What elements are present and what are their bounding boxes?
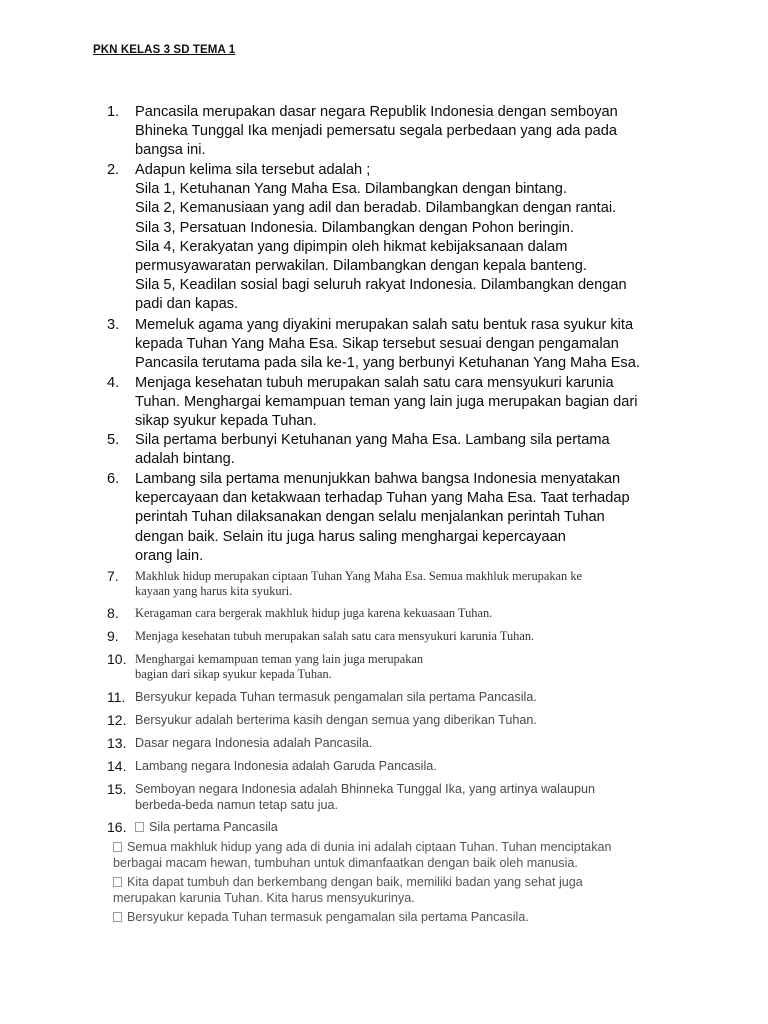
bullet-box-icon [113, 842, 122, 852]
list-item [107, 431, 697, 469]
list-item [107, 103, 697, 161]
item-line: Semboyan negara Indonesia adalah Bhinneka Tunggal Ika, yang artinya walaupun [135, 782, 596, 796]
item-number: 1. [107, 104, 120, 120]
item-line: perintah Tuhan dilaksanakan dengan selalu menjalankan perintah Tuhan [135, 509, 605, 526]
item-number: 2. [107, 162, 120, 178]
list-item [107, 374, 697, 432]
item-number: 16. [107, 819, 127, 835]
item-number: 3. [107, 317, 120, 333]
bullet-text: Semua makhluk hidup yang ada di dunia ini adalah ciptaan Tuhan. Tuhan menciptakan [127, 840, 612, 854]
item-line: Sila 2, Kemanusiaan yang adil dan beradab. Dilambangkan dengan rantai. [135, 200, 617, 217]
item-line: Pancasila merupakan dasar negara Republik Indonesia dengan semboyan [135, 104, 618, 120]
item-text: Sila pertama Pancasila [149, 820, 278, 834]
item-line: Sila pertama berbunyi Ketuhanan yang Maha Esa. Lambang sila pertama [135, 432, 610, 448]
item-line: kayaan yang harus kita syukuri. [135, 584, 293, 598]
list-item [107, 690, 697, 706]
item-line: Sila 5, Keadilan sosial bagi seluruh rakyat Indonesia. Dilambangkan dengan [135, 277, 627, 294]
list-item [107, 569, 707, 599]
item-number: 14. [107, 758, 127, 774]
item-number: 8. [107, 605, 119, 621]
item-line: Sila 3, Persatuan Indonesia. Dilambangkan dengan Pohon beringin. [135, 219, 574, 236]
item-number: 4. [107, 375, 120, 391]
item-line: sikap syukur kepada Tuhan. [135, 413, 317, 430]
item-number: 5. [107, 432, 120, 448]
item-number: 12. [107, 712, 127, 728]
item-number: 15. [107, 781, 127, 797]
item-line: bangsa ini. [135, 142, 206, 159]
list-item [107, 736, 697, 752]
item-line: Sila 4, Kerakyatan yang dipimpin oleh hikmat kebijaksanaan dalam [135, 238, 568, 255]
item-line: Adapun kelima sila tersebut adalah ; [135, 162, 371, 178]
item-line: Bhineka Tunggal Ika menjadi pemersatu segala perbedaan yang ada pada [135, 123, 617, 140]
item-line: berbeda-beda namun tetap satu jua. [135, 797, 339, 812]
item-number: 11. [107, 689, 126, 705]
item-number: 7. [107, 568, 119, 584]
bullet-paragraph [113, 875, 713, 906]
item-number: 9. [107, 628, 119, 644]
list-item [107, 782, 697, 813]
item-line: Lambang negara Indonesia adalah Garuda Pancasila. [135, 759, 437, 773]
item-line: Bersyukur adalah berterima kasih dengan semua yang diberikan Tuhan. [135, 713, 537, 727]
bullet-paragraph [113, 910, 713, 926]
bullet-paragraph [113, 840, 713, 871]
bullet-line [113, 910, 713, 926]
list-item [107, 606, 697, 621]
item-line: dengan baik. Selain itu juga harus saling menghargai kepercayaan [135, 528, 566, 545]
item-line: Pancasila terutama pada sila ke-1, yang berbunyi Ketuhanan Yang Maha Esa. [135, 355, 640, 372]
list-item [107, 759, 697, 775]
list-item [107, 161, 697, 315]
item-line [135, 820, 697, 836]
item-line: Memeluk agama yang diyakini merupakan salah satu bentuk rasa syukur kita [135, 317, 634, 333]
item-number: 6. [107, 471, 120, 487]
bullet-line: berbagai macam hewan, tumbuhan untuk dimanfaatkan dengan baik oleh manusia. [113, 855, 578, 870]
item-line: kepercayaan dan ketakwaan terhadap Tuhan yang Maha Esa. Taat terhadap [135, 490, 630, 507]
list-item [107, 629, 697, 644]
bullet-text: Bersyukur kepada Tuhan termasuk pengamalan sila pertama Pancasila. [127, 910, 529, 924]
item-line: orang lain. [135, 547, 204, 564]
item-line: Dasar negara Indonesia adalah Pancasila. [135, 736, 373, 750]
item-line: Bersyukur kepada Tuhan termasuk pengamalan sila pertama Pancasila. [135, 690, 537, 704]
item-line: Tuhan. Menghargai kemampuan teman yang lain juga merupakan bagian dari [135, 394, 638, 411]
item-line: Makhluk hidup merupakan ciptaan Tuhan Yang Maha Esa. Semua makhluk merupakan ke [135, 569, 583, 583]
page-title: PKN KELAS 3 SD TEMA 1 [93, 44, 236, 56]
bullet-box-icon [113, 912, 122, 922]
list-item [107, 652, 697, 682]
item-line: Sila 1, Ketuhanan Yang Maha Esa. Dilambangkan dengan bintang. [135, 181, 567, 198]
list-item [107, 470, 697, 566]
bullet-box-icon [113, 877, 122, 887]
item-line: Keragaman cara bergerak makhluk hidup juga karena kekuasaan Tuhan. [135, 606, 493, 620]
list-item [107, 713, 697, 729]
bullet-text: Kita dapat tumbuh dan berkembang dengan baik, memiliki badan yang sehat juga [127, 875, 583, 889]
item-number: 10. [107, 651, 127, 667]
item-line: adalah bintang. [135, 451, 235, 468]
bullet-line [113, 875, 713, 891]
item-line: padi dan kapas. [135, 296, 239, 313]
item-line: kepada Tuhan Yang Maha Esa. Sikap tersebut sesuai dengan pengamalan [135, 336, 619, 353]
bullet-line [113, 840, 713, 856]
item-line: Menghargai kemampuan teman yang lain juga merupakan [135, 652, 424, 666]
bullet-box-icon [135, 822, 144, 832]
item-line: permusyawaratan perwakilan. Dilambangkan dengan kepala banteng. [135, 258, 587, 275]
item-line: Menjaga kesehatan tubuh merupakan salah satu cara mensyukuri karunia Tuhan. [135, 629, 535, 643]
list-item [107, 316, 697, 374]
bullet-line: merupakan karunia Tuhan. Kita harus mensyukurinya. [113, 890, 415, 905]
item-line: Lambang sila pertama menunjukkan bahwa bangsa Indonesia menyatakan [135, 471, 621, 487]
item-number: 13. [107, 735, 127, 751]
list-item [107, 820, 697, 836]
item-line: Menjaga kesehatan tubuh merupakan salah satu cara mensyukuri karunia [135, 375, 614, 391]
item-line: bagian dari sikap syukur kepada Tuhan. [135, 667, 332, 681]
